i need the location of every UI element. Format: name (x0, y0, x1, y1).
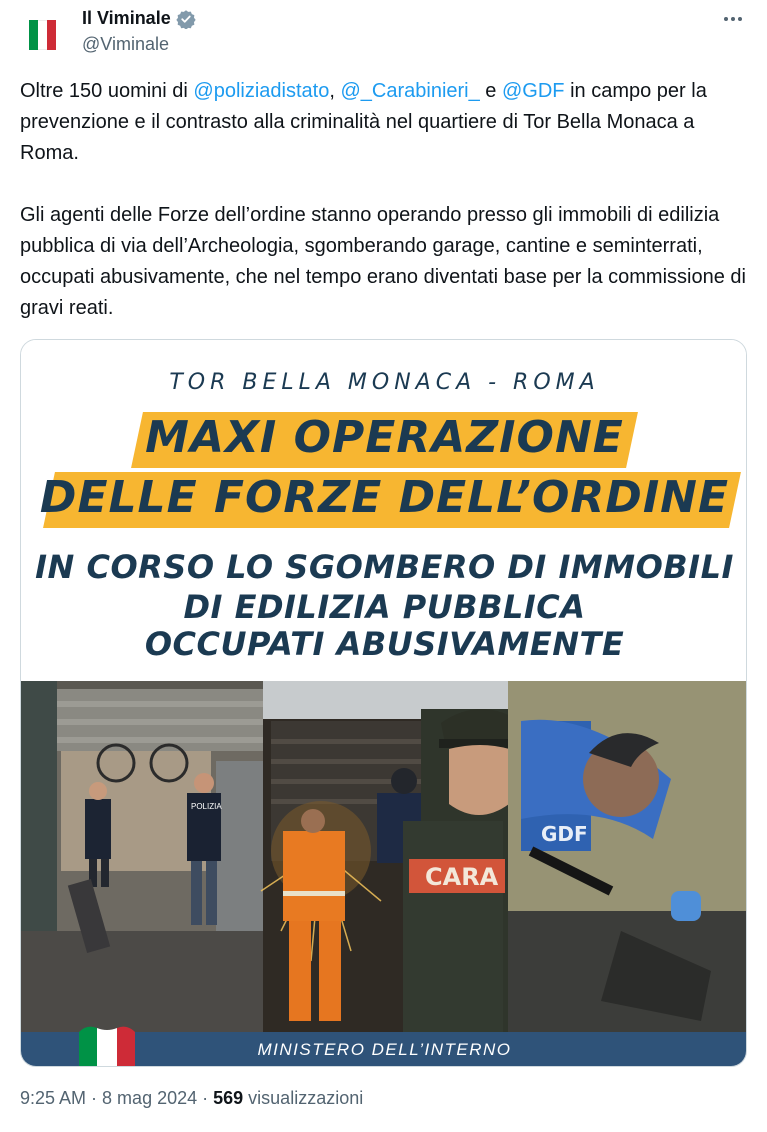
poster-subheadline-1: IN CORSO LO SGOMBERO DI IMMOBILI (35, 548, 734, 586)
account-name-row[interactable] (82, 8, 196, 29)
views-count: 569 (213, 1088, 244, 1108)
meta-separator: · (197, 1088, 214, 1108)
tweet-header (20, 8, 747, 60)
photo-label-polizia: POLIZIA (191, 802, 222, 811)
tweet-date[interactable]: 8 mag 2024 (102, 1088, 198, 1108)
media-card[interactable] (20, 339, 747, 1067)
avatar[interactable] (20, 12, 64, 56)
tweet-text-segment: in campo per la prevenzione e il contrasto alla criminalità nel quartiere di Tor Bella Monaca a Roma. (20, 80, 707, 164)
poster-footer-bar (21, 1032, 747, 1067)
tweet-text (20, 76, 750, 324)
poster-headline-1: MAXI OPERAZIONE (145, 412, 624, 463)
poster-footer-text: MINISTERO DELL’INTERNO (257, 1040, 512, 1059)
poster-photo-collage (21, 681, 747, 1032)
more-dot (738, 17, 742, 21)
photo-label-gdf: GDF (541, 822, 588, 846)
poster-text-area (21, 340, 747, 681)
photo-garage-police (21, 681, 263, 1032)
meta-separator: · (86, 1088, 103, 1108)
more-dot (731, 17, 735, 21)
views-label: visualizzazioni (243, 1088, 364, 1108)
poster-headline-2: DELLE FORZE DELL’ORDINE (39, 472, 730, 523)
tweet-paragraph-1 (20, 76, 750, 169)
mention-carabinieri[interactable]: @_Carabinieri_ (340, 80, 480, 102)
more-options-icon[interactable] (719, 8, 747, 30)
poster-subheadline-2: DI EDILIZIA PUBBLICA (183, 588, 586, 626)
poster-locality: TOR BELLA MONACA - ROMA (169, 370, 600, 395)
account-handle[interactable]: @Viminale (82, 34, 169, 54)
more-dot (724, 17, 728, 21)
tweet-text-segment: , (329, 80, 341, 102)
tweet-time[interactable]: 9:25 AM (20, 1088, 87, 1108)
photo-label-cara: CARA (425, 863, 499, 891)
mention-gdf[interactable]: @GDF (502, 80, 565, 102)
avatar-flag-green (29, 20, 38, 50)
poster-subheadline-3: OCCUPATI ABUSIVAMENTE (144, 625, 625, 663)
tweet-paragraph-2: Gli agenti delle Forze dell’ordine stanno operando presso gli immobili di edilizia pubblica di via dell’Archeologia, sgomberando garage, cantine e seminterrati, occupati abusivamente, che nel tempo erano diventati base per la commissione di gravi reati. (20, 204, 746, 319)
photo-collage-svg (21, 681, 747, 1032)
account-name[interactable]: Il Viminale (82, 8, 171, 28)
tweet-meta (20, 1088, 363, 1109)
photo-gdf-agent (508, 681, 747, 1032)
mention-poliziadistato[interactable]: @poliziadistato (193, 80, 330, 102)
verified-badge-icon (176, 9, 196, 29)
avatar-flag-white (38, 20, 47, 50)
tweet-text-segment: e (479, 80, 502, 102)
avatar-flag-red (47, 20, 56, 50)
photo-carabiniere (403, 709, 523, 1032)
tweet-text-segment: Oltre 150 uomini di (20, 80, 194, 102)
